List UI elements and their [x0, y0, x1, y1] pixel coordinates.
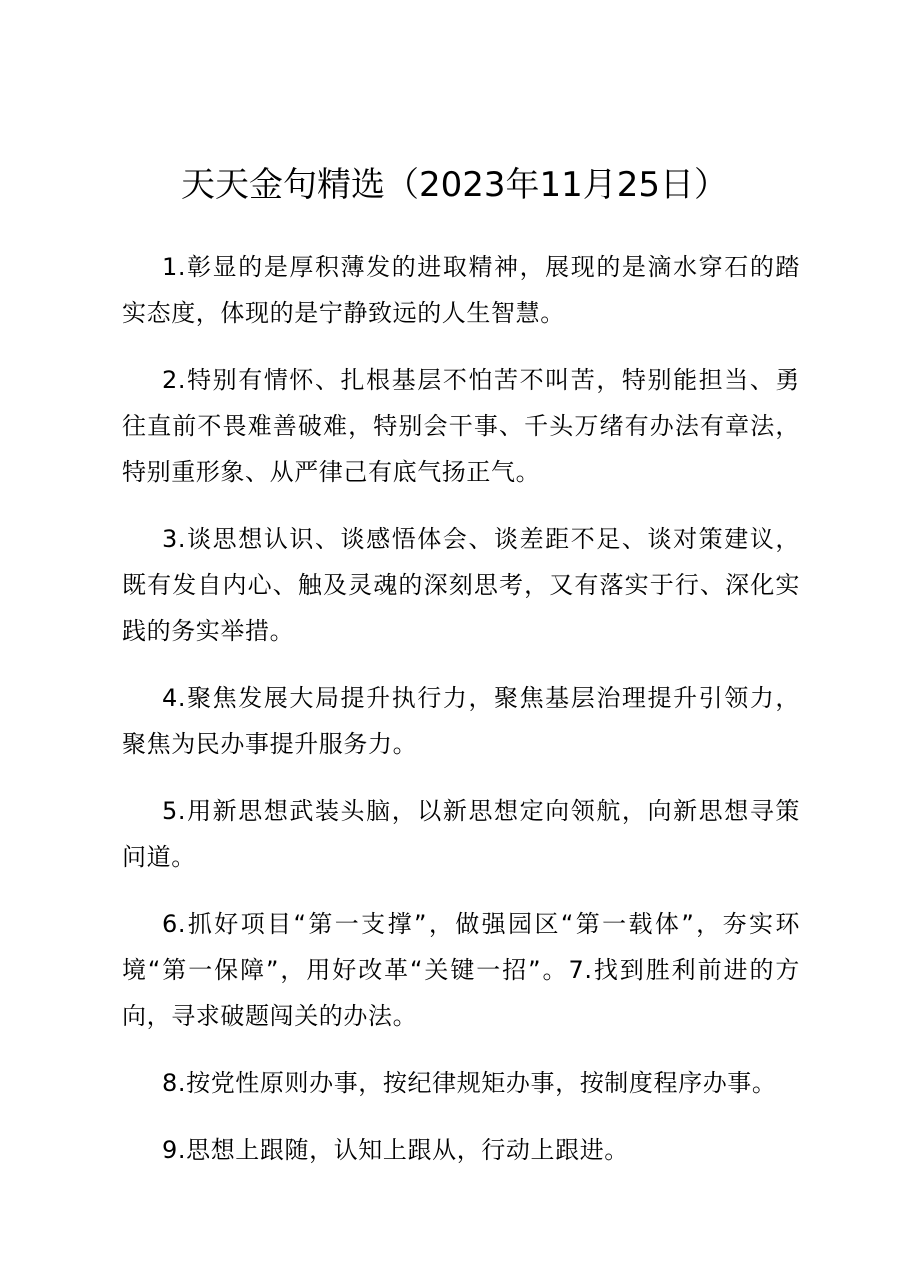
document-title: 天天金句精选（2023年11月25日） [180, 165, 729, 205]
paragraph-5: 5.用新思想武装头脑，以新思想定向领航，向新思想寻策问道。 [122, 797, 800, 871]
paragraph-6: 6.抓好项目“第一支撑”，做强园区“第一载体”，夯实环境“第一保障”，用好改革“关键一招”。7.找到胜利前进的方向，寻求破题闯关的办法。 [122, 910, 800, 1030]
document-body [122, 244, 800, 1194]
paragraph-8: 8.按党性原则办事，按纪律规矩办事，按制度程序办事。 [162, 1069, 777, 1097]
paragraph-3: 3.谈思想认识、谈感悟体会、谈差距不足、谈对策建议，既有发自内心、触及灵魂的深刻思考，又有落实于行、深化实践的务实举措。 [122, 525, 800, 645]
paragraph-1: 1.彰显的是厚积薄发的进取精神，展现的是滴水穿石的踏实态度，体现的是宁静致远的人生智慧。 [122, 253, 800, 327]
paragraph-9: 9.思想上跟随，认知上跟从，行动上跟进。 [162, 1136, 629, 1164]
paragraph-2: 2.特别有情怀、扎根基层不怕苦不叫苦，特别能担当、勇往直前不畏难善破难，特别会干事、千头万绪有办法有章法，特别重形象、从严律己有底气扬正气。 [122, 366, 800, 486]
paragraph-4: 4.聚焦发展大局提升执行力，聚焦基层治理提升引领力，聚焦为民办事提升服务力。 [122, 684, 800, 758]
